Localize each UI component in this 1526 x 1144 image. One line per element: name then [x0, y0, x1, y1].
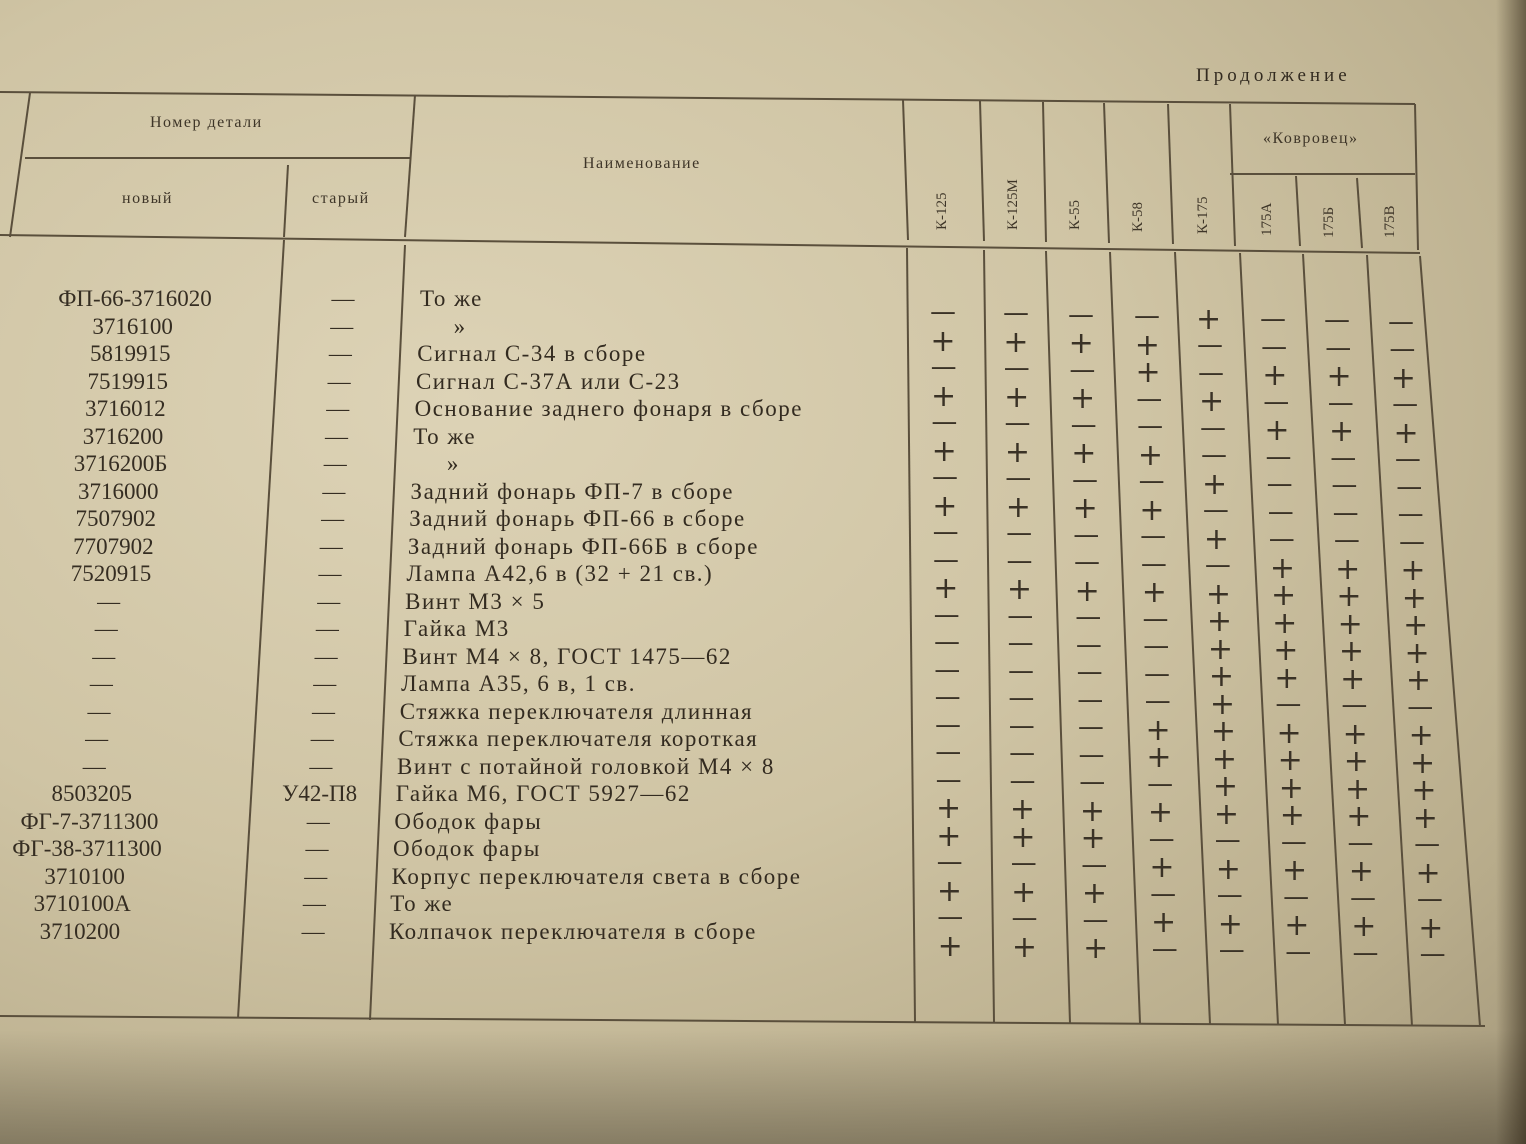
- applicable-mark: +: [1083, 931, 1109, 967]
- part-name: Задний фонарь ФП-7 в сборе: [410, 478, 735, 504]
- applicable-mark: +: [1071, 436, 1097, 472]
- not-applicable-mark: —: [1071, 464, 1098, 495]
- applicable-mark: +: [936, 818, 962, 854]
- not-applicable-mark: —: [935, 764, 962, 795]
- part-name: Лампа А42,6 в (32 + 21 св.): [406, 561, 714, 586]
- not-applicable-mark: —: [1144, 658, 1170, 689]
- part-number-old: —: [315, 616, 339, 641]
- part-number-old: —: [325, 423, 348, 449]
- not-applicable-mark: —: [1005, 463, 1032, 494]
- part-name: Задний фонарь ФП-66 в сборе: [409, 506, 746, 531]
- not-applicable-mark: —: [931, 407, 958, 437]
- part-number-new: 7507902: [75, 506, 157, 531]
- part-name: Винт М4 × 8, ГОСТ 1475—62: [402, 643, 732, 669]
- part-number-new: 5819915: [89, 341, 171, 366]
- applicable-mark: +: [1213, 796, 1239, 832]
- applicable-mark: +: [1146, 740, 1172, 776]
- not-applicable-mark: —: [1009, 738, 1036, 769]
- applicable-mark: +: [1346, 799, 1372, 835]
- applicable-mark: +: [1072, 491, 1098, 527]
- applicable-mark: +: [1343, 744, 1369, 780]
- part-number-new: —: [89, 671, 113, 696]
- applicable-mark: +: [932, 488, 958, 524]
- not-applicable-mark: —: [1392, 389, 1419, 420]
- part-name: Гайка М6, ГОСТ 5927—62: [395, 781, 691, 806]
- not-applicable-mark: —: [930, 297, 956, 327]
- not-applicable-mark: —: [934, 682, 961, 712]
- not-applicable-mark: —: [1352, 937, 1379, 968]
- not-applicable-mark: —: [1136, 383, 1163, 414]
- applicable-mark: +: [1279, 798, 1305, 833]
- not-applicable-mark: —: [1007, 600, 1034, 631]
- applicable-mark: +: [1135, 355, 1161, 391]
- applicable-mark: +: [1342, 716, 1368, 752]
- applicable-mark: +: [1410, 745, 1436, 781]
- applicable-mark: +: [1196, 301, 1222, 337]
- applicable-mark: +: [1137, 437, 1163, 473]
- part-number-old: —: [314, 643, 338, 669]
- part-name: То же: [420, 286, 483, 311]
- applicable-mark: +: [1336, 579, 1362, 615]
- header-new: новый: [122, 190, 173, 207]
- not-applicable-mark: —: [1068, 299, 1094, 330]
- not-applicable-mark: —: [1075, 629, 1102, 660]
- part-number-old: —: [319, 533, 343, 559]
- not-applicable-mark: —: [1006, 545, 1033, 576]
- not-applicable-mark: —: [1267, 496, 1294, 527]
- not-applicable-mark: —: [1008, 655, 1034, 686]
- applicable-mark: +: [1005, 489, 1031, 525]
- applicable-mark: +: [1328, 414, 1355, 450]
- applicable-mark: +: [933, 571, 959, 606]
- not-applicable-mark: —: [1204, 550, 1231, 581]
- applicable-mark: +: [1011, 929, 1037, 965]
- applicable-mark: +: [1206, 604, 1233, 640]
- part-number-old: —: [322, 478, 346, 504]
- not-applicable-mark: —: [1142, 603, 1169, 634]
- applicable-mark: +: [1006, 572, 1032, 608]
- applicable-mark: +: [1418, 910, 1444, 946]
- not-applicable-mark: —: [1407, 691, 1434, 722]
- not-applicable-mark: —: [1082, 904, 1109, 935]
- applicable-mark: +: [931, 433, 957, 469]
- not-applicable-mark: —: [933, 599, 960, 630]
- continuation-label: Продолжение: [1196, 65, 1351, 86]
- not-applicable-mark: —: [1076, 657, 1103, 688]
- not-applicable-mark: —: [1004, 408, 1031, 439]
- not-applicable-mark: —: [1006, 518, 1033, 549]
- applicable-mark: +: [1351, 909, 1377, 945]
- part-number-old: —: [301, 918, 325, 944]
- applicable-mark: +: [1403, 608, 1429, 644]
- part-number-new: —: [94, 616, 118, 641]
- not-applicable-mark: —: [1140, 521, 1167, 552]
- applicable-mark: +: [1010, 819, 1036, 855]
- header-model-k125m: К-125М: [1005, 179, 1021, 230]
- not-applicable-mark: —: [1003, 353, 1030, 384]
- not-applicable-mark: —: [1397, 499, 1424, 530]
- applicable-mark: +: [930, 323, 956, 359]
- applicable-mark: +: [1079, 793, 1106, 829]
- part-name: Сигнал С-34 в сборе: [417, 341, 647, 366]
- part-number-new: 7520915: [70, 561, 152, 586]
- part-number-new: —: [97, 588, 121, 614]
- part-number-old: —: [317, 588, 341, 614]
- applicable-mark: +: [1004, 434, 1031, 470]
- part-number-new: —: [82, 753, 106, 779]
- applicable-mark: +: [1340, 661, 1366, 697]
- part-number-new: —: [85, 726, 109, 751]
- applicable-mark: +: [1074, 573, 1100, 609]
- applicable-mark: +: [1390, 360, 1416, 396]
- part-name: Задний фонарь ФП-66Б в сборе: [407, 533, 760, 559]
- header-model-k55: К-55: [1067, 200, 1083, 230]
- not-applicable-mark: —: [1268, 524, 1295, 554]
- not-applicable-mark: —: [1007, 628, 1034, 659]
- part-number-new: 7707902: [73, 533, 154, 559]
- header-part-number: Номер детали: [150, 114, 263, 131]
- not-applicable-mark: —: [1075, 602, 1102, 633]
- not-applicable-mark: —: [1138, 466, 1165, 497]
- not-applicable-mark: —: [935, 737, 962, 767]
- applicable-mark: +: [1335, 551, 1361, 587]
- not-applicable-mark: —: [933, 627, 960, 657]
- applicable-mark: +: [1147, 795, 1173, 831]
- not-applicable-mark: —: [1275, 689, 1302, 719]
- not-applicable-mark: —: [1399, 526, 1425, 557]
- part-number-new: 3716200: [82, 423, 164, 449]
- part-number-old: —: [318, 561, 342, 586]
- not-applicable-mark: —: [934, 709, 961, 740]
- part-name: Винт с потайной головкой М4 × 8: [397, 753, 775, 779]
- applicable-mark: +: [1284, 908, 1310, 943]
- not-applicable-mark: —: [1073, 519, 1100, 550]
- not-applicable-mark: —: [936, 847, 963, 877]
- not-applicable-mark: —: [1394, 444, 1421, 475]
- part-number-new: 3710100А: [33, 891, 131, 916]
- applicable-mark: +: [1141, 575, 1167, 611]
- applicable-mark: +: [1210, 714, 1236, 750]
- not-applicable-mark: —: [1197, 357, 1224, 388]
- applicable-mark: +: [1411, 773, 1437, 809]
- applicable-mark: +: [1404, 635, 1430, 671]
- part-number-old: —: [331, 286, 355, 311]
- applicable-mark: +: [1004, 379, 1030, 415]
- part-name: Стяжка переключателя длинная: [399, 698, 754, 724]
- not-applicable-mark: —: [1260, 304, 1286, 334]
- not-applicable-mark: —: [1077, 712, 1104, 743]
- applicable-mark: +: [1150, 905, 1177, 941]
- part-number-new: 8503205: [51, 781, 133, 806]
- applicable-mark: +: [1408, 718, 1434, 754]
- not-applicable-mark: —: [1151, 933, 1178, 964]
- not-applicable-mark: —: [1137, 411, 1164, 442]
- header-model-k125: К-125: [934, 192, 950, 230]
- not-applicable-mark: —: [1200, 440, 1227, 471]
- applicable-mark: +: [1405, 663, 1432, 699]
- part-number-new: —: [87, 698, 111, 724]
- header-model-175a: 175А: [1259, 202, 1275, 236]
- not-applicable-mark: —: [1008, 683, 1035, 714]
- applicable-mark: +: [1208, 659, 1234, 695]
- part-number-new: 7519915: [87, 368, 169, 394]
- part-number-new: 3716000: [77, 478, 159, 504]
- applicable-mark: +: [1274, 660, 1300, 696]
- not-applicable-mark: —: [932, 517, 959, 547]
- applicable-mark: +: [1134, 327, 1160, 363]
- not-applicable-mark: —: [1325, 332, 1352, 363]
- applicable-mark: +: [1215, 851, 1241, 887]
- header-model-k58: К-58: [1130, 202, 1146, 232]
- part-number-old: —: [330, 313, 354, 339]
- not-applicable-mark: —: [1079, 767, 1106, 798]
- applicable-mark: +: [1401, 580, 1427, 616]
- not-applicable-mark: —: [1333, 525, 1360, 556]
- not-applicable-mark: —: [1008, 710, 1035, 741]
- applicable-mark: +: [935, 791, 962, 826]
- applicable-mark: +: [1203, 521, 1230, 557]
- not-applicable-mark: —: [937, 902, 964, 932]
- not-applicable-mark: —: [1069, 354, 1096, 385]
- not-applicable-mark: —: [1199, 412, 1226, 443]
- not-applicable-mark: —: [1280, 826, 1307, 857]
- not-applicable-mark: —: [1330, 442, 1357, 473]
- applicable-mark: +: [1080, 821, 1106, 857]
- applicable-mark: +: [1415, 855, 1441, 891]
- part-number-old: —: [304, 863, 328, 889]
- not-applicable-mark: —: [1388, 306, 1414, 337]
- part-name: Основание заднего фонаря в сборе: [414, 396, 803, 421]
- header-old: старый: [312, 190, 370, 207]
- not-applicable-mark: —: [1263, 386, 1290, 417]
- applicable-mark: +: [1400, 553, 1426, 589]
- part-number-old: —: [306, 808, 330, 834]
- not-applicable-mark: —: [1077, 684, 1104, 715]
- not-applicable-mark: —: [1283, 881, 1310, 912]
- not-applicable-mark: —: [930, 352, 957, 382]
- part-number-new: 3716100: [92, 313, 173, 339]
- not-applicable-mark: —: [1261, 331, 1288, 362]
- applicable-mark: +: [1201, 466, 1228, 502]
- applicable-mark: +: [1145, 712, 1171, 748]
- not-applicable-mark: —: [1216, 880, 1243, 911]
- part-name: Гайка М3: [403, 616, 510, 641]
- not-applicable-mark: —: [1214, 825, 1241, 856]
- applicable-mark: +: [1209, 686, 1235, 722]
- not-applicable-mark: —: [1148, 823, 1175, 854]
- part-number-old: —: [328, 341, 352, 366]
- applicable-mark: +: [1345, 771, 1371, 807]
- not-applicable-mark: —: [1140, 548, 1167, 579]
- part-name: Корпус переключателя света в сборе: [391, 863, 802, 889]
- not-applicable-mark: —: [1070, 409, 1097, 440]
- header-name: Наименование: [583, 155, 701, 172]
- not-applicable-mark: —: [1144, 686, 1171, 717]
- applicable-mark: +: [1273, 633, 1299, 668]
- part-name: Винт М3 × 5: [405, 588, 546, 614]
- not-applicable-mark: —: [1003, 298, 1029, 329]
- applicable-mark: +: [1282, 853, 1308, 888]
- applicable-mark: +: [1277, 743, 1303, 778]
- not-applicable-mark: —: [1266, 469, 1293, 499]
- header-kovrovets: «Ковровец»: [1263, 130, 1359, 147]
- part-name: »: [453, 313, 467, 339]
- part-number-old: —: [302, 891, 326, 916]
- applicable-mark: +: [1337, 606, 1363, 642]
- applicable-mark: +: [1326, 359, 1352, 395]
- not-applicable-mark: —: [934, 654, 961, 685]
- part-number-new: 3710100: [44, 863, 125, 889]
- not-applicable-mark: —: [1143, 631, 1170, 662]
- applicable-mark: +: [1272, 605, 1298, 641]
- not-applicable-mark: —: [1416, 884, 1443, 915]
- part-number-new: 3716012: [85, 396, 166, 421]
- applicable-mark: +: [937, 928, 963, 964]
- part-number-old: —: [321, 506, 345, 531]
- part-name: То же: [413, 423, 477, 449]
- applicable-mark: +: [1011, 874, 1037, 910]
- not-applicable-mark: —: [1011, 903, 1038, 934]
- applicable-mark: +: [1009, 792, 1036, 828]
- applicable-mark: +: [1068, 326, 1094, 362]
- applicable-mark: +: [1069, 381, 1096, 417]
- applicable-mark: +: [1003, 324, 1029, 360]
- applicable-mark: +: [1269, 550, 1296, 586]
- not-applicable-mark: —: [1202, 495, 1229, 526]
- applicable-mark: +: [1393, 415, 1419, 451]
- applicable-mark: +: [1205, 576, 1232, 612]
- applicable-mark: +: [1348, 854, 1374, 890]
- part-name: »: [446, 451, 460, 476]
- part-number-old: —: [313, 671, 337, 696]
- part-number-old: —: [312, 698, 335, 724]
- not-applicable-mark: —: [1327, 387, 1354, 418]
- part-number-new: ФГ-38-3711300: [12, 836, 162, 861]
- applicable-mark: +: [1278, 770, 1304, 806]
- applicable-mark: +: [1207, 631, 1234, 667]
- not-applicable-mark: —: [1265, 441, 1292, 472]
- not-applicable-mark: —: [1332, 497, 1359, 528]
- not-applicable-mark: —: [1414, 829, 1441, 860]
- not-applicable-mark: —: [1331, 470, 1358, 501]
- not-applicable-mark: —: [1347, 827, 1374, 858]
- applicable-mark: +: [1271, 578, 1297, 613]
- not-applicable-mark: —: [1396, 471, 1423, 502]
- not-applicable-mark: —: [1134, 301, 1160, 332]
- not-applicable-mark: —: [1218, 935, 1245, 966]
- part-number-new: 3710200: [39, 918, 121, 944]
- not-applicable-mark: —: [1081, 849, 1108, 880]
- part-number-old: —: [310, 726, 334, 751]
- applicable-mark: +: [1412, 800, 1438, 836]
- part-number-old: —: [323, 451, 347, 476]
- not-applicable-mark: —: [1073, 547, 1100, 578]
- applicable-mark: +: [1211, 741, 1237, 777]
- part-number-new: ФГ-7-3711300: [20, 808, 159, 834]
- not-applicable-mark: —: [932, 544, 959, 575]
- not-applicable-mark: —: [1389, 334, 1416, 365]
- part-name: То же: [390, 891, 454, 916]
- header-model-175v: 175В: [1382, 205, 1398, 238]
- applicable-mark: +: [1217, 906, 1243, 942]
- part-name: Стяжка переключателя короткая: [398, 726, 759, 751]
- applicable-mark: +: [1149, 850, 1175, 886]
- applicable-mark: +: [930, 378, 957, 414]
- not-applicable-mark: —: [931, 462, 958, 492]
- part-name: Сигнал С-37А или С-23: [415, 368, 681, 394]
- applicable-mark: +: [1276, 715, 1302, 751]
- part-number-new: ФП-66-3716020: [58, 286, 212, 311]
- not-applicable-mark: —: [1349, 882, 1376, 913]
- applicable-mark: +: [1198, 384, 1225, 420]
- header-model-175b: 175Б: [1321, 206, 1337, 238]
- not-applicable-mark: —: [1009, 765, 1036, 796]
- not-applicable-mark: —: [1147, 768, 1174, 799]
- not-applicable-mark: —: [1419, 939, 1446, 970]
- applicable-mark: +: [1081, 876, 1107, 912]
- applicable-mark: +: [1139, 492, 1165, 528]
- not-applicable-mark: —: [1078, 739, 1105, 770]
- part-number-old: —: [327, 368, 351, 394]
- applicable-mark: +: [1212, 769, 1238, 805]
- applicable-mark: +: [936, 873, 963, 909]
- part-name: Лампа А35, 6 в, 1 св.: [401, 671, 637, 696]
- part-number-new: —: [92, 643, 116, 669]
- not-applicable-mark: —: [1150, 878, 1177, 909]
- applicable-mark: +: [1338, 634, 1364, 670]
- applicable-mark: +: [1262, 358, 1288, 393]
- header-model-k175: К-175: [1195, 196, 1211, 234]
- not-applicable-mark: —: [1324, 305, 1350, 336]
- not-applicable-mark: —: [1285, 936, 1312, 967]
- part-number-new: 3716200Б: [73, 451, 168, 476]
- part-number-old: —: [309, 753, 333, 779]
- part-number-old: —: [326, 396, 350, 421]
- not-applicable-mark: —: [1010, 848, 1037, 879]
- not-applicable-mark: —: [1341, 690, 1368, 721]
- part-name: Колпачок переключателя в сборе: [388, 918, 757, 944]
- not-applicable-mark: —: [1196, 330, 1223, 361]
- part-number-old: —: [305, 836, 329, 861]
- part-name: Ободок фары: [394, 808, 543, 834]
- part-number-old: У42-П8: [282, 781, 358, 806]
- applicable-mark: +: [1264, 413, 1290, 448]
- part-name: Ободок фары: [393, 836, 541, 861]
